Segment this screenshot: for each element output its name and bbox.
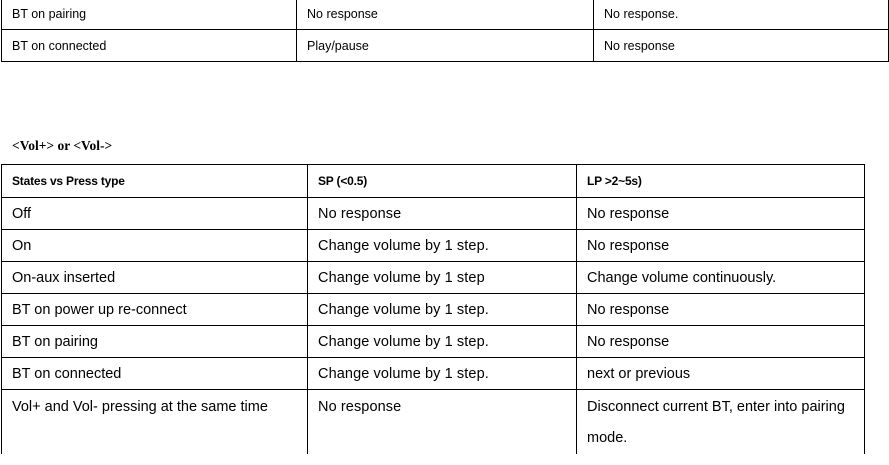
long-press-cell: No response bbox=[594, 30, 889, 62]
long-press-cell: No response bbox=[577, 294, 865, 326]
table-row bbox=[2, 358, 865, 390]
short-press-cell: Change volume by 1 step. bbox=[308, 230, 577, 262]
long-press-cell: No response bbox=[577, 198, 865, 230]
short-press-cell: Change volume by 1 step. bbox=[308, 326, 577, 358]
state-cell: BT on power up re-connect bbox=[2, 294, 308, 326]
table-row bbox=[2, 294, 865, 326]
volume-section-heading: <Vol+> or <Vol-> bbox=[12, 138, 113, 153]
table-row bbox=[2, 262, 865, 294]
state-cell: Off bbox=[2, 198, 308, 230]
short-press-cell: Change volume by 1 step bbox=[308, 262, 577, 294]
short-press-cell: No response bbox=[297, 0, 594, 30]
long-press-cell: Change volume continuously. bbox=[577, 262, 865, 294]
state-cell: BT on pairing bbox=[2, 0, 297, 30]
state-cell: BT on pairing bbox=[2, 326, 308, 358]
short-press-cell: No response bbox=[308, 390, 577, 455]
long-press-cell: No response bbox=[577, 230, 865, 262]
state-cell: BT on connected bbox=[2, 358, 308, 390]
state-cell: On-aux inserted bbox=[2, 262, 308, 294]
long-press-cell: No response bbox=[577, 326, 865, 358]
table-header-row bbox=[2, 165, 865, 198]
short-press-cell: Play/pause bbox=[297, 30, 594, 62]
state-cell: On bbox=[2, 230, 308, 262]
table-row bbox=[2, 198, 865, 230]
table-row bbox=[2, 30, 889, 62]
table-row bbox=[2, 0, 889, 30]
volume-button-behavior-table bbox=[1, 164, 865, 454]
table-row bbox=[2, 326, 865, 358]
button-behavior-table-continued bbox=[1, 0, 889, 62]
table-row bbox=[2, 390, 865, 455]
column-header-short-press: SP (<0.5) bbox=[308, 165, 577, 198]
column-header-long-press: LP >2~5s) bbox=[577, 165, 865, 198]
long-press-cell: next or previous bbox=[577, 358, 865, 390]
long-press-cell: Disconnect current BT, enter into pairing mode. bbox=[577, 390, 865, 455]
table-row bbox=[2, 230, 865, 262]
short-press-cell: Change volume by 1 step. bbox=[308, 294, 577, 326]
short-press-cell: No response bbox=[308, 198, 577, 230]
state-cell: Vol+ and Vol- pressing at the same time bbox=[2, 390, 308, 455]
state-cell: BT on connected bbox=[2, 30, 297, 62]
long-press-cell: No response. bbox=[594, 0, 889, 30]
column-header-states: States vs Press type bbox=[2, 165, 308, 198]
short-press-cell: Change volume by 1 step. bbox=[308, 358, 577, 390]
